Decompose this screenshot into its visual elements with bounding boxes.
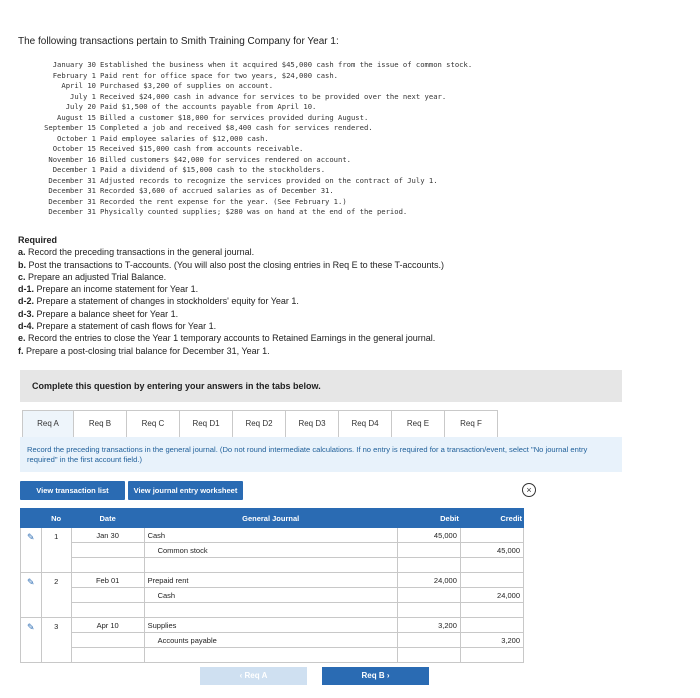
prev-label: Req A [244,671,268,680]
chevron-left-icon: ‹ [239,671,245,680]
credit-account-field[interactable] [144,633,397,648]
required-item [18,332,444,344]
edit-pencil-icon[interactable]: ✎ [27,622,35,632]
column-header-account: General Journal [144,509,397,528]
debit-account-field[interactable]: Prepaid rent [144,573,397,588]
tab-req-d3[interactable]: Req D3 [286,410,339,438]
required-text: Prepare an adjusted Trial Balance. [25,271,167,282]
account-field[interactable] [144,648,397,663]
required-item [18,308,444,320]
transaction-date: December 31 [48,175,96,185]
transaction-date: December 31 [48,196,96,206]
entry-date[interactable] [71,543,144,558]
credit-account-name: Accounts payable [157,635,217,645]
transaction-desc: Paid $1,500 of the accounts payable from April 10. [100,102,317,111]
general-journal-table [20,508,524,663]
transaction-row [18,207,618,218]
debit-amount-field[interactable]: 3,200 [397,618,460,633]
transaction-date: August 15 [57,112,96,122]
required-item [18,259,444,271]
transaction-row [18,71,618,82]
credit-amount-field[interactable] [460,603,523,618]
tab-req-b[interactable]: Req B [74,410,127,438]
credit-amount-field[interactable]: 24,000 [460,588,523,603]
entry-number: 3 [41,618,71,663]
transaction-date: January 30 [52,60,96,69]
transaction-desc: Received $24,000 cash in advance for services to be provided over the next year. [100,91,447,101]
table-row [21,558,524,573]
credit-amount-field[interactable] [460,573,523,588]
transaction-date: December 31 [48,207,96,216]
entry-date[interactable] [71,633,144,648]
transaction-desc: Paid employee salaries of $12,000 cash. [100,133,269,143]
entry-number: 1 [41,528,71,573]
column-header-no: No [41,509,71,528]
transaction-date: October 15 [52,144,96,153]
tab-bar [22,410,498,438]
transaction-date: December 31 [48,186,96,195]
debit-amount-field[interactable] [397,648,460,663]
required-item [18,295,444,307]
entry-date[interactable] [71,603,144,618]
debit-amount-field[interactable] [397,603,460,618]
transaction-date: July 1 [70,91,96,101]
account-field[interactable] [144,603,397,618]
transaction-date: October 1 [57,133,96,143]
required-title: Required [18,235,58,245]
transaction-row [18,92,618,103]
transaction-desc: Physically counted supplies; $280 was on hand at the end of the period. [100,207,408,216]
entry-date[interactable]: Apr 10 [71,618,144,633]
banner-text: Complete this question by entering your answers in the tabs below. [32,381,321,391]
view-transaction-list-button[interactable]: View transaction list [20,481,125,500]
debit-amount-field[interactable] [397,543,460,558]
table-row [21,603,524,618]
tab-panel-instructions [20,437,622,472]
required-key: c. [18,271,26,282]
column-header-credit: Credit [460,509,523,528]
transaction-desc: Established the business when it acquired $45,000 cash from the issue of common stock. [100,60,473,69]
entry-date[interactable] [71,648,144,663]
credit-account-name: Common stock [157,545,208,555]
close-icon[interactable]: × [522,483,536,497]
transaction-row [18,123,618,134]
debit-amount-field[interactable] [397,588,460,603]
transaction-desc: Recorded $3,600 of accrued salaries as of December 31. [100,186,334,195]
transaction-date: April 10 [61,81,96,90]
credit-account-field[interactable] [144,588,397,603]
prev-req-button[interactable] [200,667,307,685]
transaction-date: February 1 [52,70,96,80]
required-key: f. [18,345,24,356]
entry-date[interactable] [71,558,144,573]
required-text: Prepare a post-closing trial balance for December 31, Year 1. [23,345,270,356]
required-text: Prepare a statement of cash flows for Year 1. [34,321,217,332]
required-key: b. [18,259,26,270]
entry-date[interactable] [71,588,144,603]
required-key: d-2. [18,296,35,307]
credit-account-name: Cash [157,590,176,600]
required-key: e. [18,333,26,344]
required-item [18,283,444,295]
required-text: Prepare a balance sheet for Year 1. [34,308,179,319]
tab-req-c[interactable]: Req C [127,410,180,438]
credit-amount-field[interactable]: 45,000 [460,543,523,558]
required-text: Record the preceding transactions in the general journal. [25,247,255,258]
tab-req-d1[interactable]: Req D1 [180,410,233,438]
debit-account-field[interactable]: Supplies [144,618,397,633]
credit-amount-field[interactable] [460,528,523,543]
transaction-desc: Paid rent for office space for two years, $24,000 cash. [100,70,338,80]
instruction-text: Record the preceding transactions in the general journal. (Do not round intermediate calculations. If no entry is required for a transaction/event, select "No journal entry required" in the first account field.) [27,445,588,464]
table-row [21,543,524,558]
transaction-desc: Completed a job and received $8,400 cash for services rendered. [100,123,373,132]
transaction-row [18,165,618,176]
transaction-row [18,155,618,166]
problem-intro: The following transactions pertain to Smith Training Company for Year 1: [18,36,339,47]
debit-amount-field[interactable] [397,558,460,573]
transaction-desc: Recorded the rent expense for the year. (See February 1.) [100,196,347,206]
table-row [21,648,524,663]
credit-amount-field[interactable]: 3,200 [460,633,523,648]
table-row [21,618,524,633]
transaction-row [18,134,618,145]
transaction-list [18,60,618,218]
required-item [18,271,444,283]
transaction-row [18,113,618,124]
transaction-row [18,60,618,71]
next-req-button[interactable] [322,667,429,685]
transaction-row [18,102,618,113]
transaction-row [18,144,618,155]
transaction-date: December 1 [52,165,96,174]
transaction-row [18,81,618,92]
instructions-banner [20,370,622,402]
edit-cell[interactable] [21,573,42,618]
required-item [18,246,444,258]
transaction-date: July 20 [65,102,96,111]
edit-pencil-icon[interactable]: ✎ [27,577,35,587]
credit-amount-field[interactable] [460,648,523,663]
required-item [18,320,444,332]
required-text: Prepare a statement of changes in stockholders' equity for Year 1. [34,296,299,307]
debit-account-field[interactable]: Cash [144,528,397,543]
table-header-row [21,509,524,528]
tab-req-f[interactable]: Req F [445,410,498,438]
entry-date[interactable]: Jan 30 [71,528,144,543]
table-row [21,633,524,648]
view-journal-worksheet-button[interactable]: View journal entry worksheet [128,481,243,500]
transaction-date: September 15 [44,123,96,132]
chevron-right-icon: › [384,671,390,680]
transaction-desc: Billed customers $42,000 for services rendered on account. [100,154,351,164]
required-text: Record the entries to close the Year 1 temporary accounts to Retained Earnings in the general journal. [25,333,436,344]
transaction-desc: Paid a dividend of $15,000 cash to the stockholders. [100,165,326,174]
transaction-desc: Adjusted records to recognize the services provided on the contract of July 1. [100,175,438,185]
transaction-row [18,197,618,208]
entry-number: 2 [41,573,71,618]
tab-req-e[interactable]: Req E [392,410,445,438]
column-header-debit: Debit [397,509,460,528]
transaction-row [18,186,618,197]
debit-amount-field[interactable]: 45,000 [397,528,460,543]
debit-amount-field[interactable]: 24,000 [397,573,460,588]
transaction-desc: Purchased $3,200 of supplies on account. [100,81,274,90]
debit-amount-field[interactable] [397,633,460,648]
tab-req-d4[interactable]: Req D4 [339,410,392,438]
credit-amount-field[interactable] [460,558,523,573]
required-item [18,345,444,357]
required-key: a. [18,247,26,258]
next-label: Req B [361,671,385,680]
entry-date[interactable]: Feb 01 [71,573,144,588]
transaction-date: November 16 [48,154,96,164]
credit-account-field[interactable] [144,543,397,558]
column-header-date: Date [71,509,144,528]
edit-cell[interactable] [21,528,42,573]
edit-column-header [21,509,42,528]
table-row [21,528,524,543]
required-key: d-1. [18,284,35,295]
required-text: Post the transactions to T-accounts. (You will also post the closing entries in Req E to these T-accounts.) [26,259,445,270]
required-key: d-4. [18,321,35,332]
transaction-row [18,176,618,187]
table-row [21,588,524,603]
account-field[interactable] [144,558,397,573]
edit-cell[interactable] [21,618,42,663]
table-row [21,573,524,588]
transaction-desc: Billed a customer $18,000 for services provided during August. [100,112,369,122]
required-text: Prepare an income statement for Year 1. [34,284,199,295]
tab-req-d2[interactable]: Req D2 [233,410,286,438]
tab-req-a[interactable]: Req A [22,410,74,438]
credit-amount-field[interactable] [460,618,523,633]
required-key: d-3. [18,308,35,319]
transaction-desc: Received $15,000 cash from accounts receivable. [100,144,304,153]
required-section [18,234,444,357]
edit-pencil-icon[interactable]: ✎ [27,532,35,542]
